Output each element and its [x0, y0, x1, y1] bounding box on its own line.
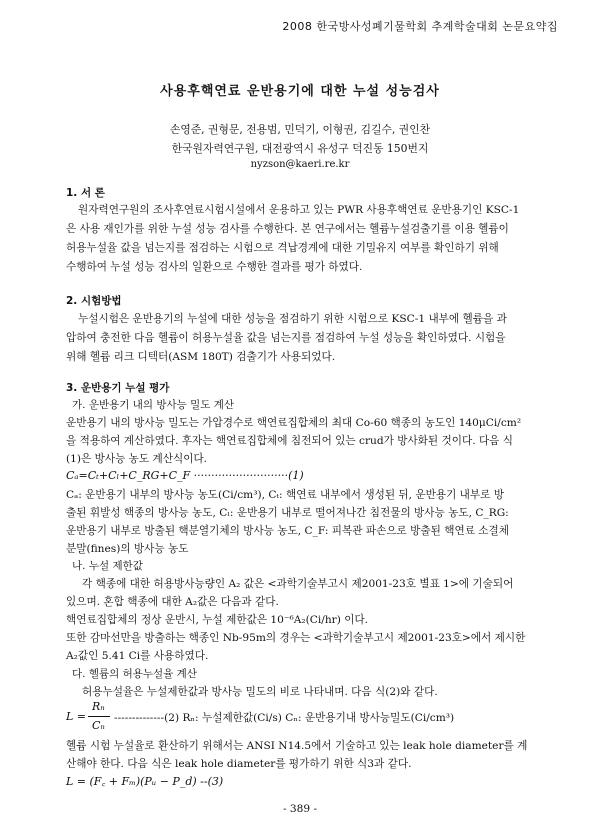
- s3c-line: 허용누설율은 누설제한값과 방사능 밀도의 비로 나타내며. 다음 식(2)와 같다.: [82, 686, 438, 698]
- s3a-line: 을 적용하여 계산하였다. 후자는 핵연료집합체에 침전되어 있는 crud가 방사화된 것이다. 다음 식: [66, 435, 514, 447]
- eq1-def: 분말(fines)의 방사능 농도: [66, 543, 189, 555]
- eq2-denominator: Cₙ: [92, 719, 105, 732]
- eq2-numerator: Rₙ: [92, 700, 105, 713]
- section-2-title: 2. 시험방법: [66, 295, 122, 307]
- conference-header: 2008 한국방사성폐기물학회 추계학술대회 논문요약집: [282, 20, 558, 33]
- affiliation: 한국원자력연구원, 대전광역시 유성구 덕진동 150번지: [171, 142, 429, 155]
- s3b-line: 각 핵종에 대한 허용방사능량인 A₂ 값은 <과학기술부고시 제2001-23호 별표 1>에 기술되어: [82, 578, 514, 590]
- s2-line: 압하여 충전한 다음 헬륨이 허용누설율 값을 넘는지를 점검하여 누설 성능을 확인하였다. 시험을: [66, 332, 506, 344]
- s2-line: 위해 헬륨 리크 디텍터(ASM 180T) 검출기가 사용되었다.: [66, 351, 336, 363]
- equation-2: L = Rₙ Cₙ --------------(2) Rₙ: 누설제한값(Ci/s) Cₙ: 운반용기내 방사능밀도(Ci/cm³): [66, 700, 455, 732]
- s3b-line: A₂값인 5.41 Ci를 사용하였다.: [66, 650, 209, 662]
- paper-title: 사용후핵연료 운반용기에 대한 누설 성능검사: [160, 84, 440, 99]
- email: nyzson@kaeri.re.kr: [250, 159, 350, 170]
- s3a-line: 운반용기 내의 방사능 밀도는 가압경수로 핵연료집합체의 최대 Co-60 핵종의 농도인 140μCi/cm²: [66, 417, 522, 429]
- eq2-rest: --------------(2) Rₙ: 누설제한값(Ci/s) Cₙ: 운반용기내 방사능밀도(Ci/cm³): [114, 712, 455, 724]
- subsection-a: 가. 운반용기 내의 방사능 밀도 계산: [72, 399, 235, 411]
- eq1-def: 출된 휘발성 핵종의 방사능 농도, Cₗ: 운반용기 내부로 떨어져나간 침전물의 방사능 농도, C_RG:: [66, 507, 509, 519]
- s1-line: 은 사용 재인가를 위한 누설 성능 검사를 수행한다. 본 연구에서는 헬륨누설검출기를 이용 헬륨이: [66, 223, 509, 235]
- s3b-line: 또한 감마선만을 방출하는 핵종인 Nb-95m의 경우는 <과학기술부고시 제2001-23호>에서 제시한: [66, 632, 526, 644]
- eq1-def: 운반용기 내부로 방출된 핵분열기체의 방사능 농도, C_F: 피복관 파손으로 방출된 핵연료 소결체: [66, 525, 509, 537]
- s3b-line: 핵연료집합체의 정상 운반시, 누설 제한값은 10⁻⁶A₂(Ci/hr) 이다.: [66, 614, 369, 626]
- authors: 손영준, 권형문, 전용범, 민덕기, 이형권, 김길수, 권인찬: [169, 123, 431, 136]
- s1-line: 원자력연구원의 조사후연료시험시설에서 운용하고 있는 PWR 사용후핵연료 운반용기인 KSC-1: [78, 204, 520, 216]
- section-3-title: 3. 운반용기 누설 평가: [66, 382, 170, 394]
- subsection-c: 다. 헬륨의 허용누설율 계산: [72, 668, 197, 680]
- s3d-line: 헬륨 시험 누설율로 환산하기 위해서는 ANSI N14.5에서 기술하고 있는 leak hole diameter를 계: [66, 740, 528, 752]
- s3d-line: 산해야 한다. 다음 식은 leak hole diameter를 평가하기 위한 식3과 같다.: [66, 758, 412, 770]
- fraction-bar: [88, 716, 110, 717]
- s3b-line: 있으며. 혼합 핵종에 대한 A₂값은 다음과 같다.: [66, 596, 279, 608]
- equation-1: Cₐ=Cₜ+Cₗ+C_RG+C_F ···························(1): [66, 469, 304, 482]
- equation-3: L = (F꜀ + Fₘ)(Pᵤ − P_d) --(3): [66, 775, 224, 788]
- s3a-line: (1)은 방사능 농도 계산식이다.: [66, 453, 208, 465]
- eq1-def: Cₐ: 운반용기 내부의 방사능 농도(Ci/cm³), Cₜ: 핵연료 내부에서 생성된 뒤, 운반용기 내부로 방: [66, 489, 504, 501]
- page-number: - 389 -: [282, 803, 318, 815]
- s2-line: 누설시험은 운반용기의 누설에 대한 성능을 점검하기 위한 시험으로 KSC-1 내부에 헬륨을 과: [78, 313, 507, 325]
- subsection-b: 나. 누설 제한값: [72, 560, 143, 572]
- s1-line: 수행하여 누설 성능 검사의 일환으로 수행한 결과를 평가 하였다.: [66, 261, 363, 273]
- s1-line: 허용누설율 값을 넘는지를 점검하는 시험으로 격납경계에 대한 기밀유지 여부를 확인하기 위해: [66, 242, 499, 254]
- section-1-title: 1. 서 론: [66, 187, 105, 199]
